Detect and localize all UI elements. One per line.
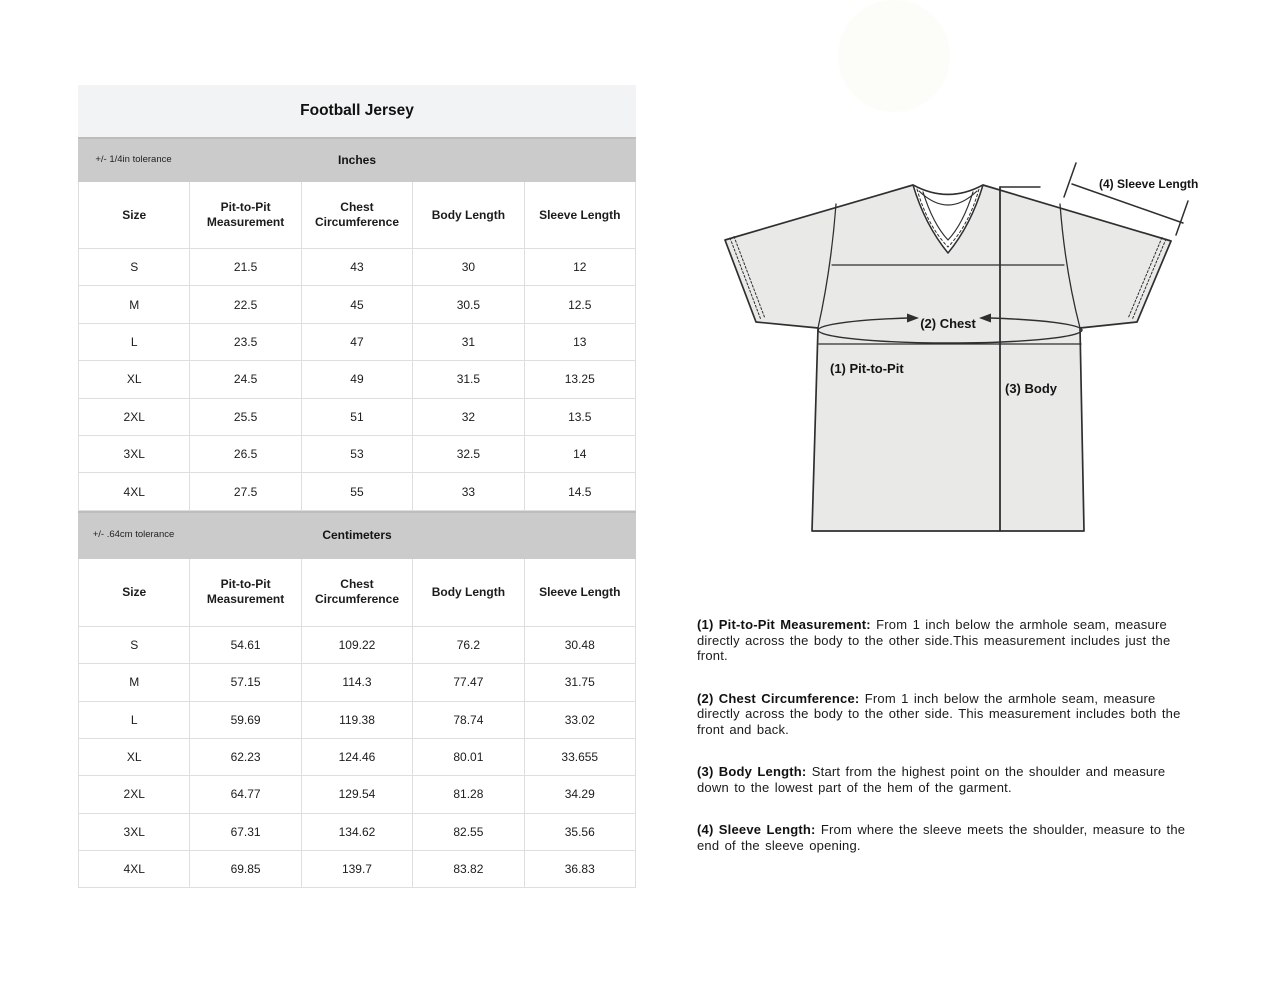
table-row xyxy=(79,324,636,361)
description-text: From 1 inch below the armhole seam, measure directly across the body to the other side. This measurement includes both the front and back. xyxy=(697,690,1181,737)
table-row xyxy=(79,739,636,776)
tolerance-label-cm: +/- .64cm tolerance xyxy=(92,528,175,540)
table-row xyxy=(79,249,636,286)
size-cell: 4XL xyxy=(79,851,190,888)
value-cell: 33.02 xyxy=(525,702,636,739)
size-chart xyxy=(78,85,636,888)
value-cell: 36.83 xyxy=(525,851,636,888)
centimeters-table xyxy=(78,559,636,889)
inches-table xyxy=(78,182,636,511)
value-cell: 54.61 xyxy=(190,627,301,664)
value-cell: 32 xyxy=(413,399,524,436)
value-cell: 119.38 xyxy=(302,702,413,739)
description-chest xyxy=(697,691,1202,738)
value-cell: 31 xyxy=(413,324,524,361)
value-cell: 13.25 xyxy=(525,361,636,398)
value-cell: 69.85 xyxy=(190,851,301,888)
size-cell: L xyxy=(79,324,190,361)
value-cell: 78.74 xyxy=(413,702,524,739)
value-cell: 12 xyxy=(525,249,636,286)
label-chest: (2) Chest xyxy=(920,316,976,331)
value-cell: 47 xyxy=(302,324,413,361)
value-cell: 23.5 xyxy=(190,324,301,361)
value-cell: 77.47 xyxy=(413,664,524,701)
size-cell: 2XL xyxy=(79,776,190,813)
description-text: From 1 inch below the armhole seam, measure directly across the body to the other side.This measurement includes just the front. xyxy=(697,617,1171,663)
size-cell: XL xyxy=(79,739,190,776)
value-cell: 134.62 xyxy=(302,814,413,851)
value-cell: 30 xyxy=(413,249,524,286)
value-cell: 24.5 xyxy=(190,361,301,398)
value-cell: 129.54 xyxy=(302,776,413,813)
value-cell: 83.82 xyxy=(413,851,524,888)
description-body-length xyxy=(697,764,1202,795)
description-text: From where the sleeve meets the shoulder, measure to the end of the sleeve opening. xyxy=(697,822,1186,853)
size-cell: 2XL xyxy=(79,399,190,436)
label-sleeve-length: (4) Sleeve Length xyxy=(1099,177,1199,191)
table-row xyxy=(79,436,636,473)
value-cell: 27.5 xyxy=(190,473,301,510)
unit-band-centimeters xyxy=(78,511,636,559)
description-label: (3) Body Length: xyxy=(697,764,807,779)
value-cell: 57.15 xyxy=(190,664,301,701)
column-header-body: Body Length xyxy=(413,182,524,249)
value-cell: 55 xyxy=(302,473,413,510)
value-cell: 25.5 xyxy=(190,399,301,436)
size-cell: XL xyxy=(79,361,190,398)
value-cell: 14 xyxy=(525,436,636,473)
table-row xyxy=(79,399,636,436)
value-cell: 13 xyxy=(525,324,636,361)
value-cell: 22.5 xyxy=(190,286,301,323)
unit-band-inches xyxy=(78,137,636,182)
unit-label-inches: Inches xyxy=(337,152,376,167)
value-cell: 139.7 xyxy=(302,851,413,888)
chart-title: Football Jersey xyxy=(78,85,636,137)
column-header-chest: Chest Circumference xyxy=(302,182,413,249)
value-cell: 114.3 xyxy=(302,664,413,701)
value-cell: 33 xyxy=(413,473,524,510)
column-header-body: Body Length xyxy=(413,559,524,627)
description-label: (1) Pit-to-Pit Measurement: xyxy=(697,617,871,632)
jersey-diagram xyxy=(690,140,1210,560)
size-cell: S xyxy=(79,627,190,664)
size-cell: M xyxy=(79,664,190,701)
unit-label-cm: Centimeters xyxy=(322,527,392,542)
table-row xyxy=(79,814,636,851)
description-label: (4) Sleeve Length: xyxy=(697,822,816,837)
description-text: Start from the highest point on the shoulder and measure down to the lowest part of the hem of the garment. xyxy=(697,764,1166,795)
value-cell: 30.5 xyxy=(413,286,524,323)
table-row xyxy=(79,776,636,813)
description-label: (2) Chest Circumference: xyxy=(697,690,860,706)
value-cell: 59.69 xyxy=(190,702,301,739)
value-cell: 34.29 xyxy=(525,776,636,813)
watermark-circle xyxy=(838,0,950,112)
column-header-sleeve: Sleeve Length xyxy=(525,559,636,627)
size-cell: 3XL xyxy=(79,814,190,851)
table-row xyxy=(79,851,636,888)
value-cell: 13.5 xyxy=(525,399,636,436)
value-cell: 26.5 xyxy=(190,436,301,473)
column-header-size: Size xyxy=(79,559,190,627)
table-row xyxy=(79,664,636,701)
value-cell: 12.5 xyxy=(525,286,636,323)
value-cell: 80.01 xyxy=(413,739,524,776)
value-cell: 109.22 xyxy=(302,627,413,664)
value-cell: 21.5 xyxy=(190,249,301,286)
label-body: (3) Body xyxy=(1005,381,1057,396)
size-cell: M xyxy=(79,286,190,323)
table-row xyxy=(79,702,636,739)
value-cell: 35.56 xyxy=(525,814,636,851)
value-cell: 30.48 xyxy=(525,627,636,664)
value-cell: 62.23 xyxy=(190,739,301,776)
size-cell: S xyxy=(79,249,190,286)
size-cell: 3XL xyxy=(79,436,190,473)
column-header-pit: Pit-to-Pit Measurement xyxy=(190,182,301,249)
value-cell: 43 xyxy=(302,249,413,286)
header-row xyxy=(79,559,636,627)
header-row xyxy=(79,182,636,249)
value-cell: 51 xyxy=(302,399,413,436)
value-cell: 31.75 xyxy=(525,664,636,701)
column-header-sleeve: Sleeve Length xyxy=(525,182,636,249)
value-cell: 32.5 xyxy=(413,436,524,473)
tolerance-label-inches: +/- 1/4in tolerance xyxy=(95,153,172,165)
value-cell: 33.655 xyxy=(525,739,636,776)
value-cell: 31.5 xyxy=(413,361,524,398)
table-row xyxy=(79,627,636,664)
size-cell: L xyxy=(79,702,190,739)
column-header-chest: Chest Circumference xyxy=(302,559,413,627)
column-header-pit: Pit-to-Pit Measurement xyxy=(190,559,301,627)
value-cell: 124.46 xyxy=(302,739,413,776)
table-row xyxy=(79,361,636,398)
table-row xyxy=(79,286,636,323)
value-cell: 76.2 xyxy=(413,627,524,664)
size-cell: 4XL xyxy=(79,473,190,510)
value-cell: 45 xyxy=(302,286,413,323)
description-sleeve-length xyxy=(697,822,1202,853)
table-row xyxy=(79,473,636,510)
value-cell: 49 xyxy=(302,361,413,398)
label-pit-to-pit: (1) Pit-to-Pit xyxy=(830,361,904,376)
measurement-descriptions xyxy=(697,617,1202,880)
description-pit-to-pit xyxy=(697,617,1202,664)
value-cell: 64.77 xyxy=(190,776,301,813)
value-cell: 67.31 xyxy=(190,814,301,851)
value-cell: 53 xyxy=(302,436,413,473)
value-cell: 14.5 xyxy=(525,473,636,510)
column-header-size: Size xyxy=(79,182,190,249)
value-cell: 81.28 xyxy=(413,776,524,813)
value-cell: 82.55 xyxy=(413,814,524,851)
